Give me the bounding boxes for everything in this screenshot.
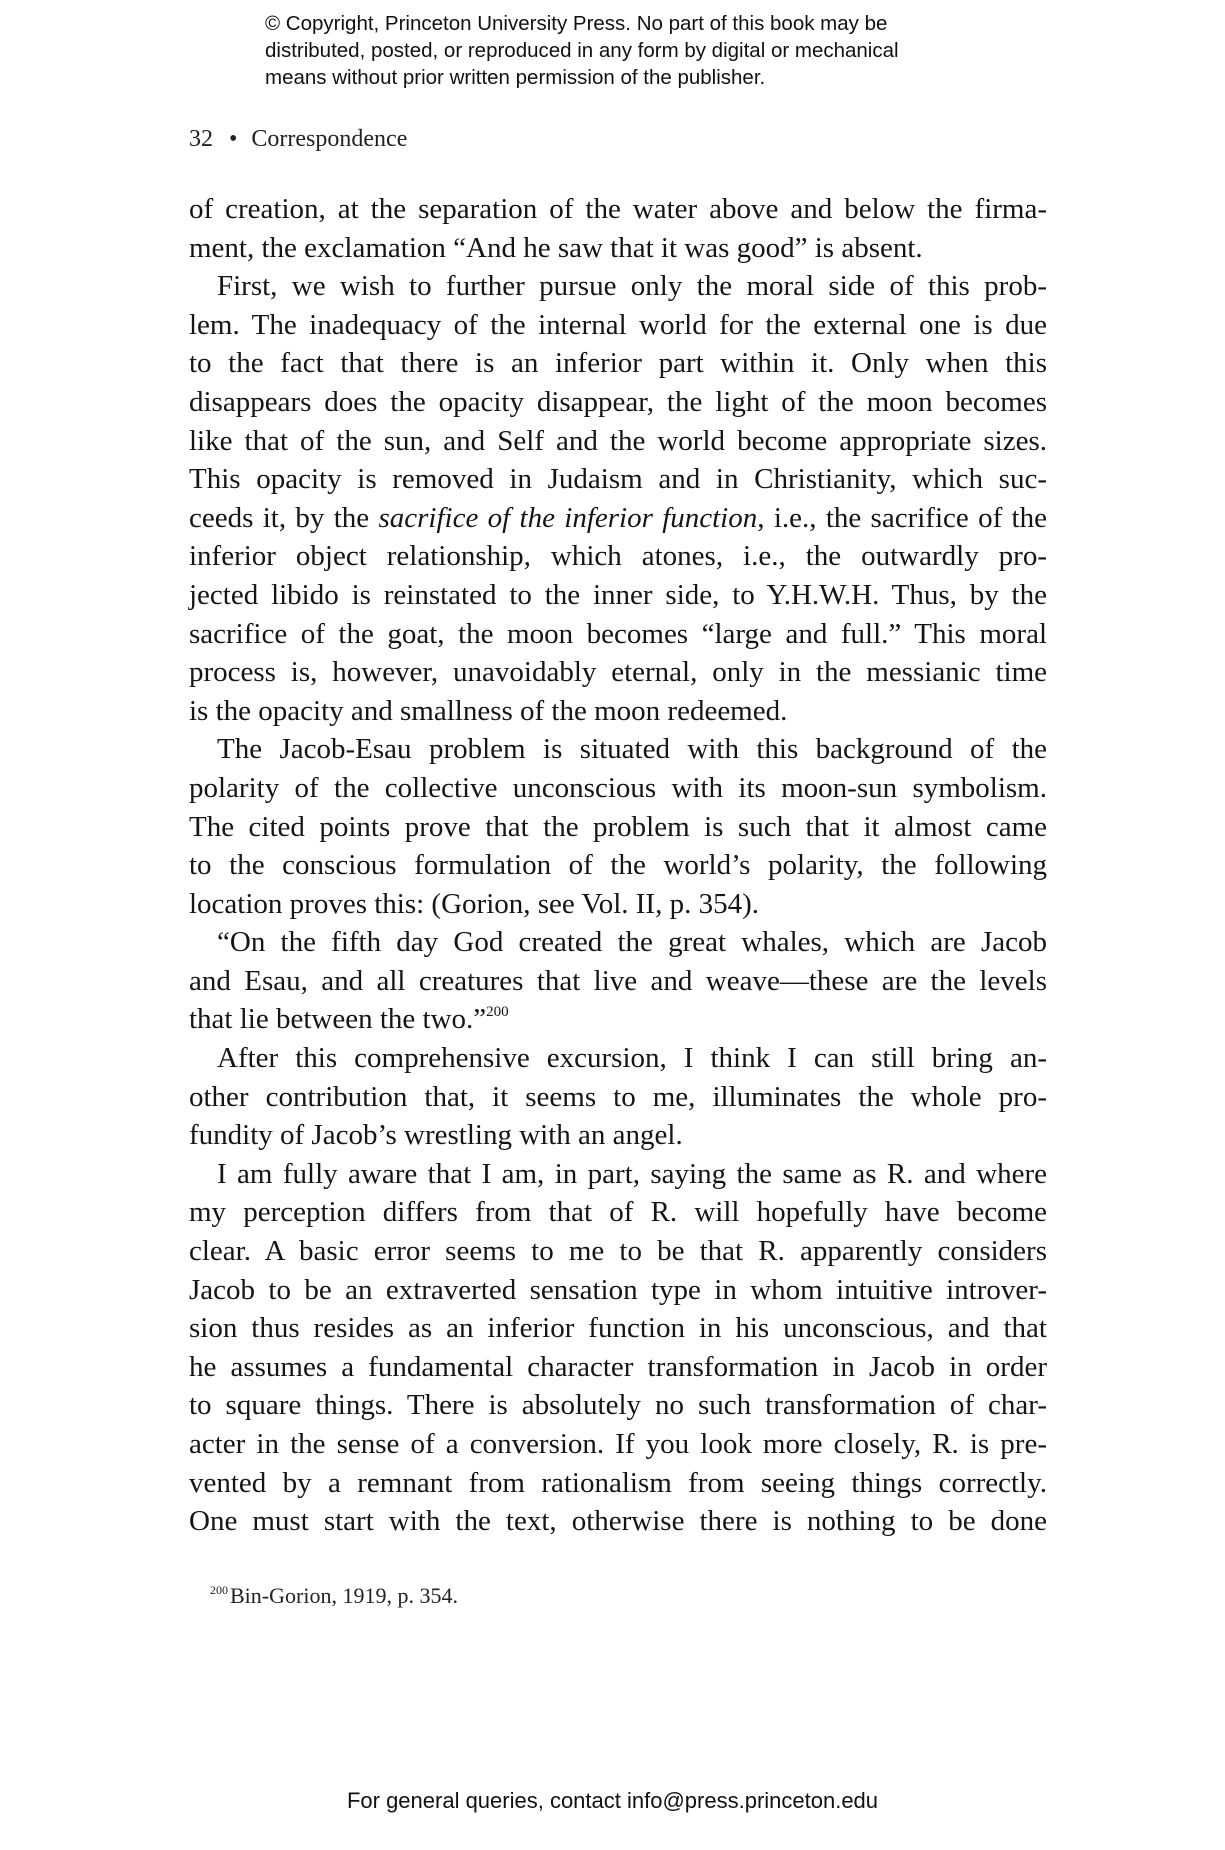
text-line: process is, however, unavoidably eternal, only in the messianic time	[189, 656, 1047, 689]
text-line: Jacob to be an extraverted sensation type in whom intuitive introver-	[189, 1273, 1047, 1306]
footnote	[210, 1582, 458, 1610]
text-line: clear. A basic error seems to me to be that R. apparently considers	[189, 1235, 1047, 1268]
text-line: “On the fifth day God created the great whales, which are Jacob	[217, 926, 1047, 959]
text-line: ment, the exclamation “And he saw that it was good” is absent.	[189, 231, 923, 264]
text-line: The Jacob-Esau problem is situated with this background of the	[217, 733, 1047, 766]
emphasized-text: sacrifice of the inferior function	[378, 501, 758, 534]
text-line: I am fully aware that I am, in part, saying the same as R. and where	[217, 1157, 1047, 1190]
text-line: This opacity is removed in Judaism and in Christianity, which suc-	[189, 463, 1047, 496]
text-line: The cited points prove that the problem is such that it almost came	[189, 810, 1047, 843]
footnote-number: 200	[210, 1583, 228, 1597]
text-line: location proves this: (Gorion, see Vol. II, p. 354).	[189, 887, 759, 920]
text-line: fundity of Jacob’s wrestling with an angel.	[189, 1119, 683, 1152]
footnote-text: Bin-Gorion, 1919, p. 354.	[230, 1583, 458, 1608]
text-line: and Esau, and all creatures that live and weave—these are the levels	[189, 964, 1047, 997]
text-line: he assumes a fundamental character transformation in Jacob in order	[189, 1350, 1047, 1383]
copyright-line: distributed, posted, or reproduced in any form by digital or mechanical	[265, 39, 899, 62]
footer-contact: For general queries, contact info@press.princeton.edu	[346, 1788, 879, 1813]
running-head	[189, 124, 407, 154]
text-line: jected libido is reinstated to the inner side, to Y.H.W.H. Thus, by the	[189, 578, 1047, 611]
body-text	[189, 190, 1047, 1541]
footnote-reference[interactable]: 200	[486, 1004, 509, 1021]
text-fragment: that lie between the two.”	[189, 1003, 487, 1036]
text-line: to the conscious formulation of the world’s polarity, the following	[189, 849, 1047, 882]
text-line: inferior object relationship, which atones, i.e., the outwardly pro-	[189, 540, 1047, 573]
text-line: One must start with the text, otherwise there is nothing to be done	[189, 1505, 1047, 1538]
text-line: like that of the sun, and Self and the world become appropriate sizes.	[189, 424, 1047, 457]
text-line: lem. The inadequacy of the internal world for the external one is due	[189, 308, 1047, 341]
bullet-separator: •	[229, 126, 238, 152]
text-line: polarity of the collective unconscious with its moon-sun symbolism.	[189, 771, 1047, 804]
text-line: sacrifice of the goat, the moon becomes “large and full.” This moral	[189, 617, 1047, 650]
text-line: my perception differs from that of R. will hopefully have become	[189, 1196, 1047, 1229]
text-line: vented by a remnant from rationalism from seeing things correctly.	[189, 1466, 1047, 1499]
page-number: 32	[189, 126, 213, 152]
text-fragment: , i.e., the sacrifice of the	[757, 501, 1047, 534]
text-line: is the opacity and smallness of the moon redeemed.	[189, 694, 788, 727]
copyright-line: © Copyright, Princeton University Press. No part of this book may be	[265, 12, 888, 35]
text-line: to square things. There is absolutely no such transformation of char-	[189, 1389, 1047, 1422]
text-line: other contribution that, it seems to me, illuminates the whole pro-	[189, 1080, 1047, 1113]
text-line	[189, 1000, 1047, 1039]
text-line: After this comprehensive excursion, I think I can still bring an-	[217, 1042, 1047, 1075]
copyright-line: means without prior written permission of the publisher.	[265, 66, 766, 89]
section-title: Correspondence	[251, 126, 408, 152]
text-line: acter in the sense of a conversion. If you look more closely, R. is pre-	[189, 1428, 1047, 1460]
text-line: disappears does the opacity disappear, the light of the moon becomes	[189, 385, 1047, 418]
text-fragment: ceeds it, by the	[189, 501, 379, 534]
text-line: of creation, at the separation of the water above and below the firma-	[189, 193, 1047, 225]
copyright-notice	[265, 10, 1025, 91]
text-line: First, we wish to further pursue only the moral side of this prob-	[217, 270, 1047, 303]
text-line: sion thus resides as an inferior function in his unconscious, and that	[189, 1312, 1047, 1345]
text-line: to the fact that there is an inferior part within it. Only when this	[189, 347, 1047, 380]
text-line	[189, 499, 1047, 538]
